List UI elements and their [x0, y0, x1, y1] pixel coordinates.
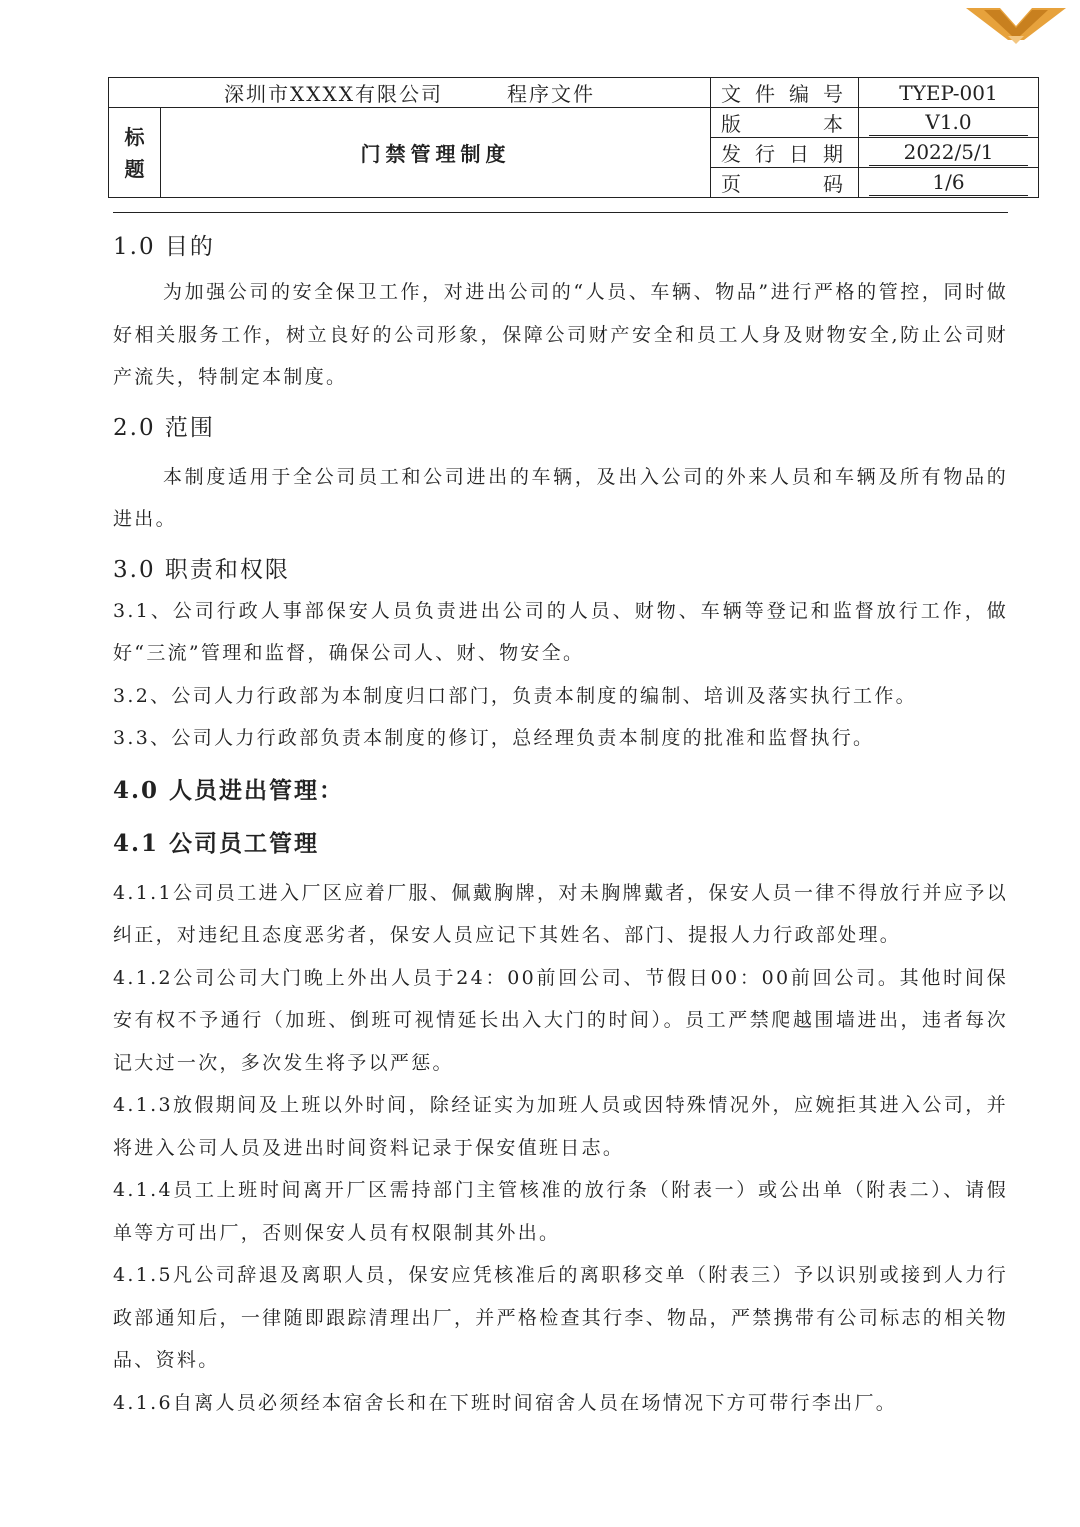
- doc-type: 程序文件: [506, 82, 595, 106]
- label-char: 本: [823, 112, 844, 136]
- document-header-table: [108, 77, 1039, 198]
- page-value: 1/6: [869, 169, 1028, 196]
- section-4-1-1: 4.1.1公司员工进入厂区应着厂服、佩戴胸牌，对未胸牌戴者，保安人员一律不得放行并应予以纠正，对违纪且态度恶劣者，保安人员应记下其姓名、部门、提报人力行政部处理。: [113, 881, 1008, 946]
- section-2-title: 2.0 范围: [113, 414, 215, 441]
- label-char: 编: [789, 82, 810, 106]
- label-char: 期: [823, 142, 844, 166]
- issue-date-label-cell: [711, 138, 859, 168]
- section-4-1-title: 4.1 公司员工管理: [113, 829, 320, 857]
- section-3-3: 3.3、公司人力行政部负责本制度的修订，总经理负责本制度的批准和监督执行。: [113, 727, 875, 749]
- label-char: 版: [721, 112, 742, 136]
- version-value-cell: [859, 108, 1039, 138]
- label-char: 号: [823, 82, 844, 106]
- document-title: 门禁管理制度: [161, 108, 711, 198]
- issue-date-value-cell: [859, 138, 1039, 168]
- label-char: 文: [721, 82, 742, 106]
- version-value: V1.0: [869, 109, 1028, 136]
- header-divider: [113, 212, 1008, 213]
- doc-number-value: TYEP-001: [859, 78, 1039, 108]
- section-2-paragraph: 本制度适用于全公司员工和公司进出的车辆，及出入公司的外来人员和车辆及所有物品的进出。: [113, 465, 1008, 530]
- issue-date-label: [721, 138, 843, 167]
- doc-number-label-cell: [711, 78, 859, 108]
- label-char: 行: [755, 142, 776, 166]
- company-name: 深圳市XXXX有限公司: [224, 82, 443, 106]
- page-label-cell: [711, 168, 859, 198]
- biaoti-label: 标 题: [109, 108, 161, 198]
- section-4-1-5: 4.1.5凡公司辞退及离职人员，保安应凭核准后的离职移交单（附表三）予以识别或接到人力行政部通知后，一律随即跟踪清理出厂，并严格检查其行李、物品，严禁携带有公司标志的相关物品、资料。: [113, 1264, 1008, 1371]
- label-char: 日: [789, 142, 810, 166]
- doc-number-label: [721, 78, 843, 107]
- version-label: [721, 108, 843, 137]
- label-char: 页: [721, 172, 742, 196]
- issue-date-value: 2022/5/1: [869, 139, 1028, 166]
- section-4-1-4: 4.1.4员工上班时间离开厂区需持部门主管核准的放行条（附表一）或公出单（附表二）、请假单等方可出厂，否则保安人员有权限制其外出。: [113, 1179, 1008, 1244]
- label-char: 码: [823, 172, 844, 196]
- version-label-cell: [711, 108, 859, 138]
- section-4-title: 4.0 人员进出管理：: [113, 776, 345, 804]
- section-4-1-6: 4.1.6自离人员必须经本宿舍长和在下班时间宿舍人员在场情况下方可带行李出厂。: [113, 1391, 898, 1414]
- section-3-title: 3.0 职责和权限: [113, 556, 290, 583]
- section-4-1-2: 4.1.2公司公司大门晚上外出人员于24：00前回公司、节假日00：00前回公司。其他时间保安有权不予通行（加班、倒班可视情延长出入大门的时间）。员工严禁爬越围墙进出，违者每次记大过一次，多次发生将予以严惩。: [113, 966, 1008, 1074]
- section-1-paragraph: 为加强公司的安全保卫工作，对进出公司的“人员、车辆、物品”进行严格的管控，同时做好相关服务工作，树立良好的公司形象，保障公司财产安全和员工人身及财物安全,防止公司财产流失，特制定本制度。: [113, 281, 1008, 388]
- section-1-title: 1.0 目的: [113, 234, 215, 260]
- company-logo-icon: [966, 6, 1066, 46]
- section-4-1-3: 4.1.3放假期间及上班以外时间，除经证实为加班人员或因特殊情况外，应婉拒其进入公司，并将进入公司人员及进出时间资料记录于保安值班日志。: [113, 1094, 1008, 1159]
- document-body: [113, 226, 1008, 1424]
- page-label: [721, 168, 843, 197]
- page-value-cell: [859, 168, 1039, 198]
- section-3-1: 3.1、公司行政人事部保安人员负责进出公司的人员、财物、车辆等登记和监督放行工作，做好“三流”管理和监督，确保公司人、财、物安全。: [113, 599, 1008, 664]
- label-char: 件: [755, 82, 776, 106]
- company-cell: [109, 78, 711, 108]
- label-char: 发: [721, 142, 742, 166]
- section-3-2: 3.2、公司人力行政部为本制度归口部门，负责本制度的编制、培训及落实执行工作。: [113, 684, 917, 707]
